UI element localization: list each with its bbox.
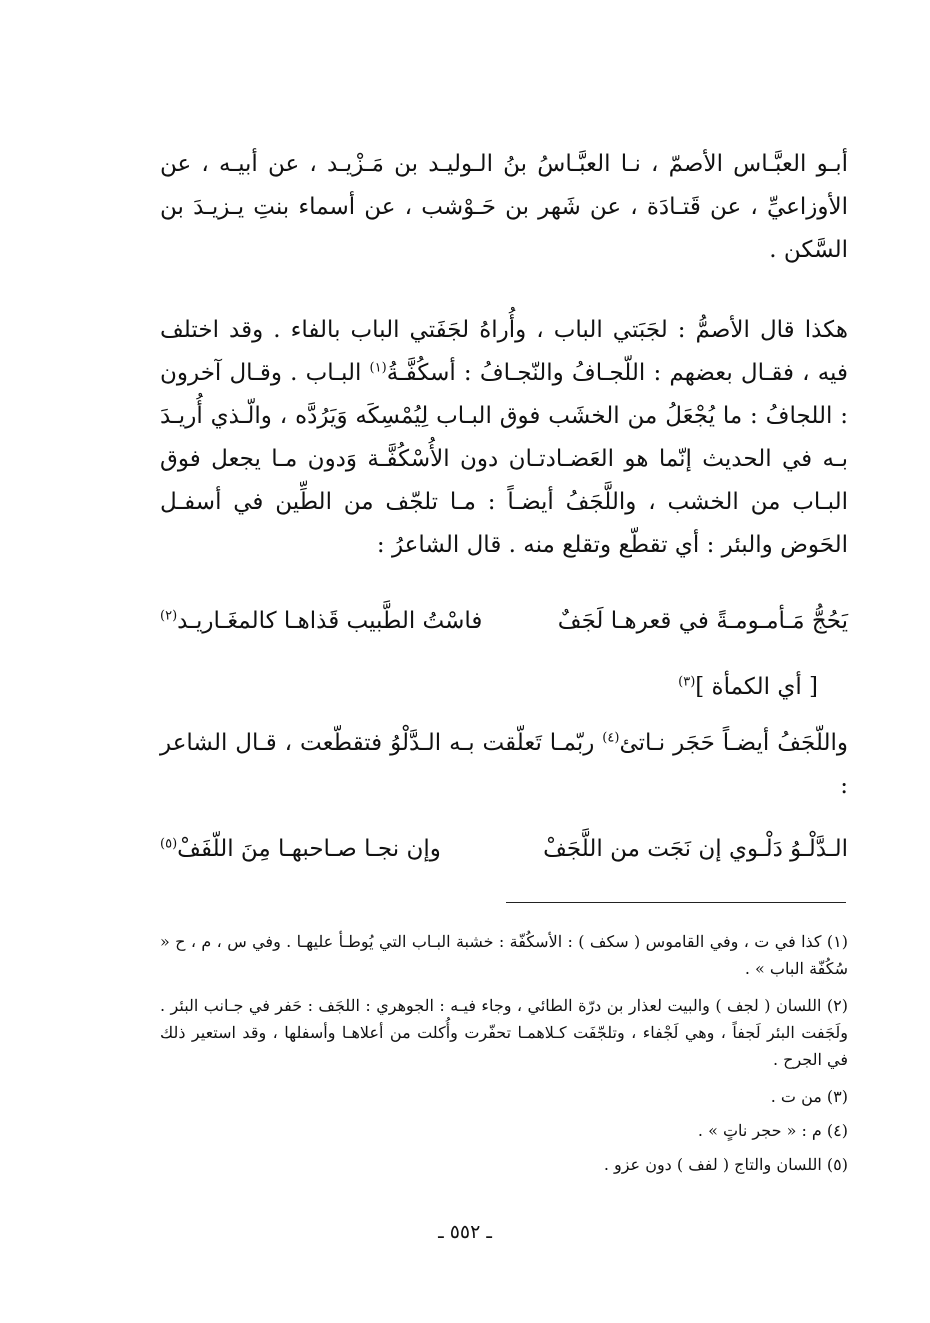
footnote-separator <box>506 902 846 903</box>
footnote-1: (١) كذا في ت ، وفي القاموس ( سكف ) : الأسكُفّة : خشبة البـاب التي يُوطـأ عليهـا . وفي س ، م ، ح « سُكُفّة الباب » . <box>160 932 848 978</box>
page-number: ـ ٥٥٢ ـ <box>438 1221 492 1243</box>
verse-line-2 <box>160 828 848 871</box>
paragraph-3-text-end: ربّمـا تَعلّقت بـه الـدَّلْوُ فتقطّعت ، قـال الشاعر : <box>160 730 848 799</box>
verse-2-first-hemistich: الـدَّلْـوُ دَلْـوي إن نَجَت من اللَّجَفْ <box>543 836 848 862</box>
footnote-4: (٤) م : « حجر ناتٍ » . <box>697 1121 848 1140</box>
paragraph-3-text-start: واللّجَفُ أيضـاً حَجَر نـاتئ <box>619 730 848 756</box>
paragraph-text-end: البـاب . وقـال آخرون : اللجافُ : ما يُجْعَلُ من الخشَب فوق البـاب لِيُمْسِكَه وَيَرُدَّه ، والّـذي أُريـدَ بـه في الحديث إنّما هو العَضـادتـان دون الأُسْكُفَّـة وَدون مـا يجعل فوق البـاب من الخشب ، واللَّجَفُ أيضـاً : مـا تلجّف من الطِّين في أسفـل الحَوض والبئر : أي تقطّع وتقلع منه . قال الشاعرُ : <box>160 360 848 558</box>
footnote-ref-2: (٢) <box>160 608 178 624</box>
footnotes <box>160 928 848 1185</box>
paragraph-text-start: هكذا قال الأصمُّ : لجَبَتي الباب ، وأُراهُ لجَفَتي الباب بالفاء . وقد اختلف فيه ، فقـال بعضهم : اللّجـافُ والنّجـافُ : أسكُفَّـةُ <box>160 317 848 386</box>
verse-1-second-hemistich: فاسْتُ الطَّبيب قَذاهـا كالمغَـاريـد$^{(٢)}$ <box>160 608 483 634</box>
footnote-ref-5: (٥) <box>160 836 178 852</box>
footnote-ref-3: (٣) <box>678 674 696 690</box>
commentary-paragraph <box>160 309 848 567</box>
footnote-5: (٥) اللسان والتاج ( لفف ) دون عزو . <box>603 1155 848 1174</box>
verse-2-second-hemistich: وإن نجـا صـاحبهـا مِنَ اللّفَفْ$^{(٥)}$ <box>160 836 441 862</box>
isnad-paragraph: أبـو العبَّـاس الأصمّ ، نـا العبَّـاسُ بنُ الـوليـد بن مَـزْيـد ، عن أبيـه ، عن الأوزاعيِّ ، عن قَتـادَة ، عن شَهر بن حَـوْشب ، عن أسماء بنتِ يـزيـدَ بن السَّكن . <box>160 151 848 263</box>
verse-1-first-hemistich: يَحُجُّ مَـأمـومـةً في قعرهـا لَجَفٌ <box>557 608 848 634</box>
footnote-2: (٢) اللسان ( لجف ) والبيت لعذار بن درّة الطائي ، وجاء فيـه : الجوهري : اللجَف : حَفر في جـانب البئر . ولَجَفت البئر لَجفاً ، وهي لَجْفاء ، وتلجّفَت كـلاهمـا تحفّرت وأُكلت من أعلاهـا وأسفلها ، وقد استعير ذلك في الجرح . <box>160 996 849 1069</box>
verse-line-1 <box>160 600 848 643</box>
verse-gloss: [ أي الكمأة ]$^{(٣)}$ <box>678 674 818 700</box>
footnote-ref-4: (٤) <box>602 730 620 746</box>
second-commentary-paragraph <box>160 722 848 808</box>
footnote-3: (٣) من ت . <box>770 1087 848 1106</box>
footnote-ref-1: (١) <box>369 360 387 376</box>
